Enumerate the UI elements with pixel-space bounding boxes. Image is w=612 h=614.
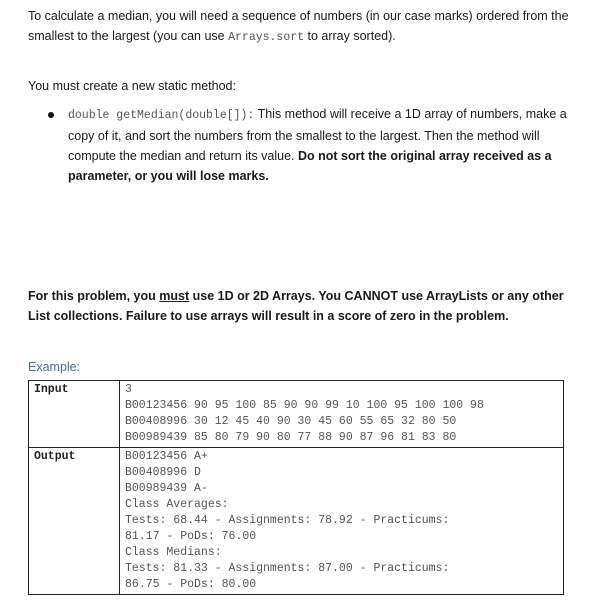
method-description: This method will receive a 1D array of numbers, make a copy of it, and sort the numbers from the smallest to the largest. Then the method will compute the median and return its value. [68,107,567,163]
arrays-sort-code: Arrays.sort [228,31,305,44]
output-line: 81.17 - PoDs: 76.00 [125,530,257,543]
input-line: B00989439 85 80 79 90 80 77 88 90 87 96 81 83 80 [125,431,457,444]
method-intro: You must create a new static method: [28,79,236,93]
output-header: Output [29,448,120,595]
method-warning: Do not sort the original array received as a parameter, or you will lose marks. [68,149,552,183]
method-signature: double getMedian(double[]): [68,109,255,122]
input-line: 3 [125,383,132,396]
output-line: Class Averages: [125,498,229,511]
intro-text-after: to array sorted). [304,29,396,43]
output-line: 86.75 - PoDs: 80.00 [125,578,257,591]
output-line: B00123456 A+ [125,450,208,463]
intro-paragraph [28,6,580,48]
restriction-prefix: For this problem, you [28,289,160,303]
example-table [28,380,564,595]
intro-text-before: To calculate a median, you will need a sequence of numbers (in our case marks) ordered from the smallest to the largest (you can use [28,9,569,43]
restriction-must: must [159,289,190,303]
output-line: Tests: 68.44 - Assignments: 78.92 - Practicums: [125,514,450,527]
input-line: B00123456 90 95 100 85 90 90 99 10 100 95 100 100 98 [125,399,484,412]
output-cell [120,448,564,595]
restriction-suffix: use 1D or 2D Arrays. You CANNOT use ArrayLists or any other List collections. Failure to use arrays will result in a score of zero in the problem. [28,289,564,323]
bullet-icon [48,112,54,118]
input-cell [120,381,564,448]
output-line: B00408996 D [125,466,201,479]
output-row [29,448,564,595]
input-header: Input [29,381,120,448]
method-bullet [68,104,568,186]
output-line: Tests: 81.33 - Assignments: 87.00 - Practicums: [125,562,450,575]
input-row [29,381,564,448]
restriction-paragraph [28,286,580,326]
output-line: Class Medians: [125,546,222,559]
input-line: B00408996 30 12 45 40 90 30 45 60 55 65 32 80 50 [125,415,457,428]
output-line: B00989439 A- [125,482,208,495]
example-label: Example: [28,360,81,374]
